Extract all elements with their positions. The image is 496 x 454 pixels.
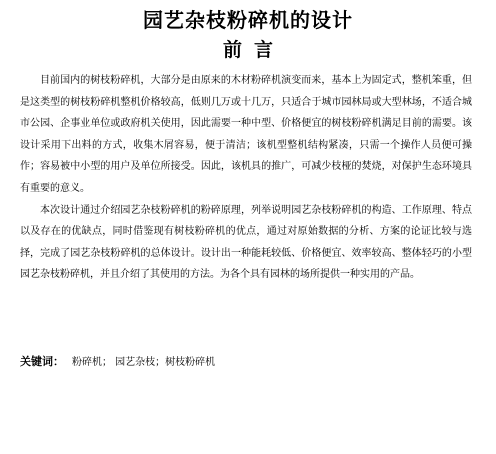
body-paragraph: 目前国内的树枝粉碎机，大部分是由原来的木材粉碎机演变而来，基本上为固定式，整机笨重，但是这类型的树枝粉碎机整机价格较高，低则几万或十几万，只适合于城市园林局或大型林场，不适合城市公园、企事业单位或政府机关使用，因此需要一种中型、价格便宜的树枝粉碎机满足目前的需要。该设计采用下出料的方式，收集木屑容易，便于清洁；该机型整机结构紧凑，只需一个操作人员便可操作；容易被中小型的用户及单位所接受。因此，该机具的推广，可减少枝桠的焚烧，对保护生态环境具有重要的意义。 <box>20 75 472 194</box>
keywords-label: 关键词： <box>20 355 64 368</box>
body-paragraph: 本次设计通过介绍园艺杂枝粉碎机的粉碎原理，列举说明园艺杂枝粉碎机的构造、工作原理、特点以及存在的优缺点，同时借鉴现有树枝粉碎机的优点，通过对原始数据的分析、方案的论证比较与选择，完成了园艺杂枝粉碎机的总体设计。设计出一种能耗较低、价格便宜、效率较高、整体轻巧的小型园艺杂枝粉碎机，并且介绍了其使用的方法。为各个具有园林的场所提供一种实用的产品。 <box>20 204 472 281</box>
document-subtitle: 前言 <box>222 39 285 61</box>
document-body <box>20 70 472 286</box>
document-title: 园艺杂枝粉碎机的设计 <box>143 8 353 32</box>
keywords-list: 粉碎机； 园艺杂枝；树枝粉碎机 <box>72 357 216 368</box>
keywords-line <box>20 354 472 371</box>
